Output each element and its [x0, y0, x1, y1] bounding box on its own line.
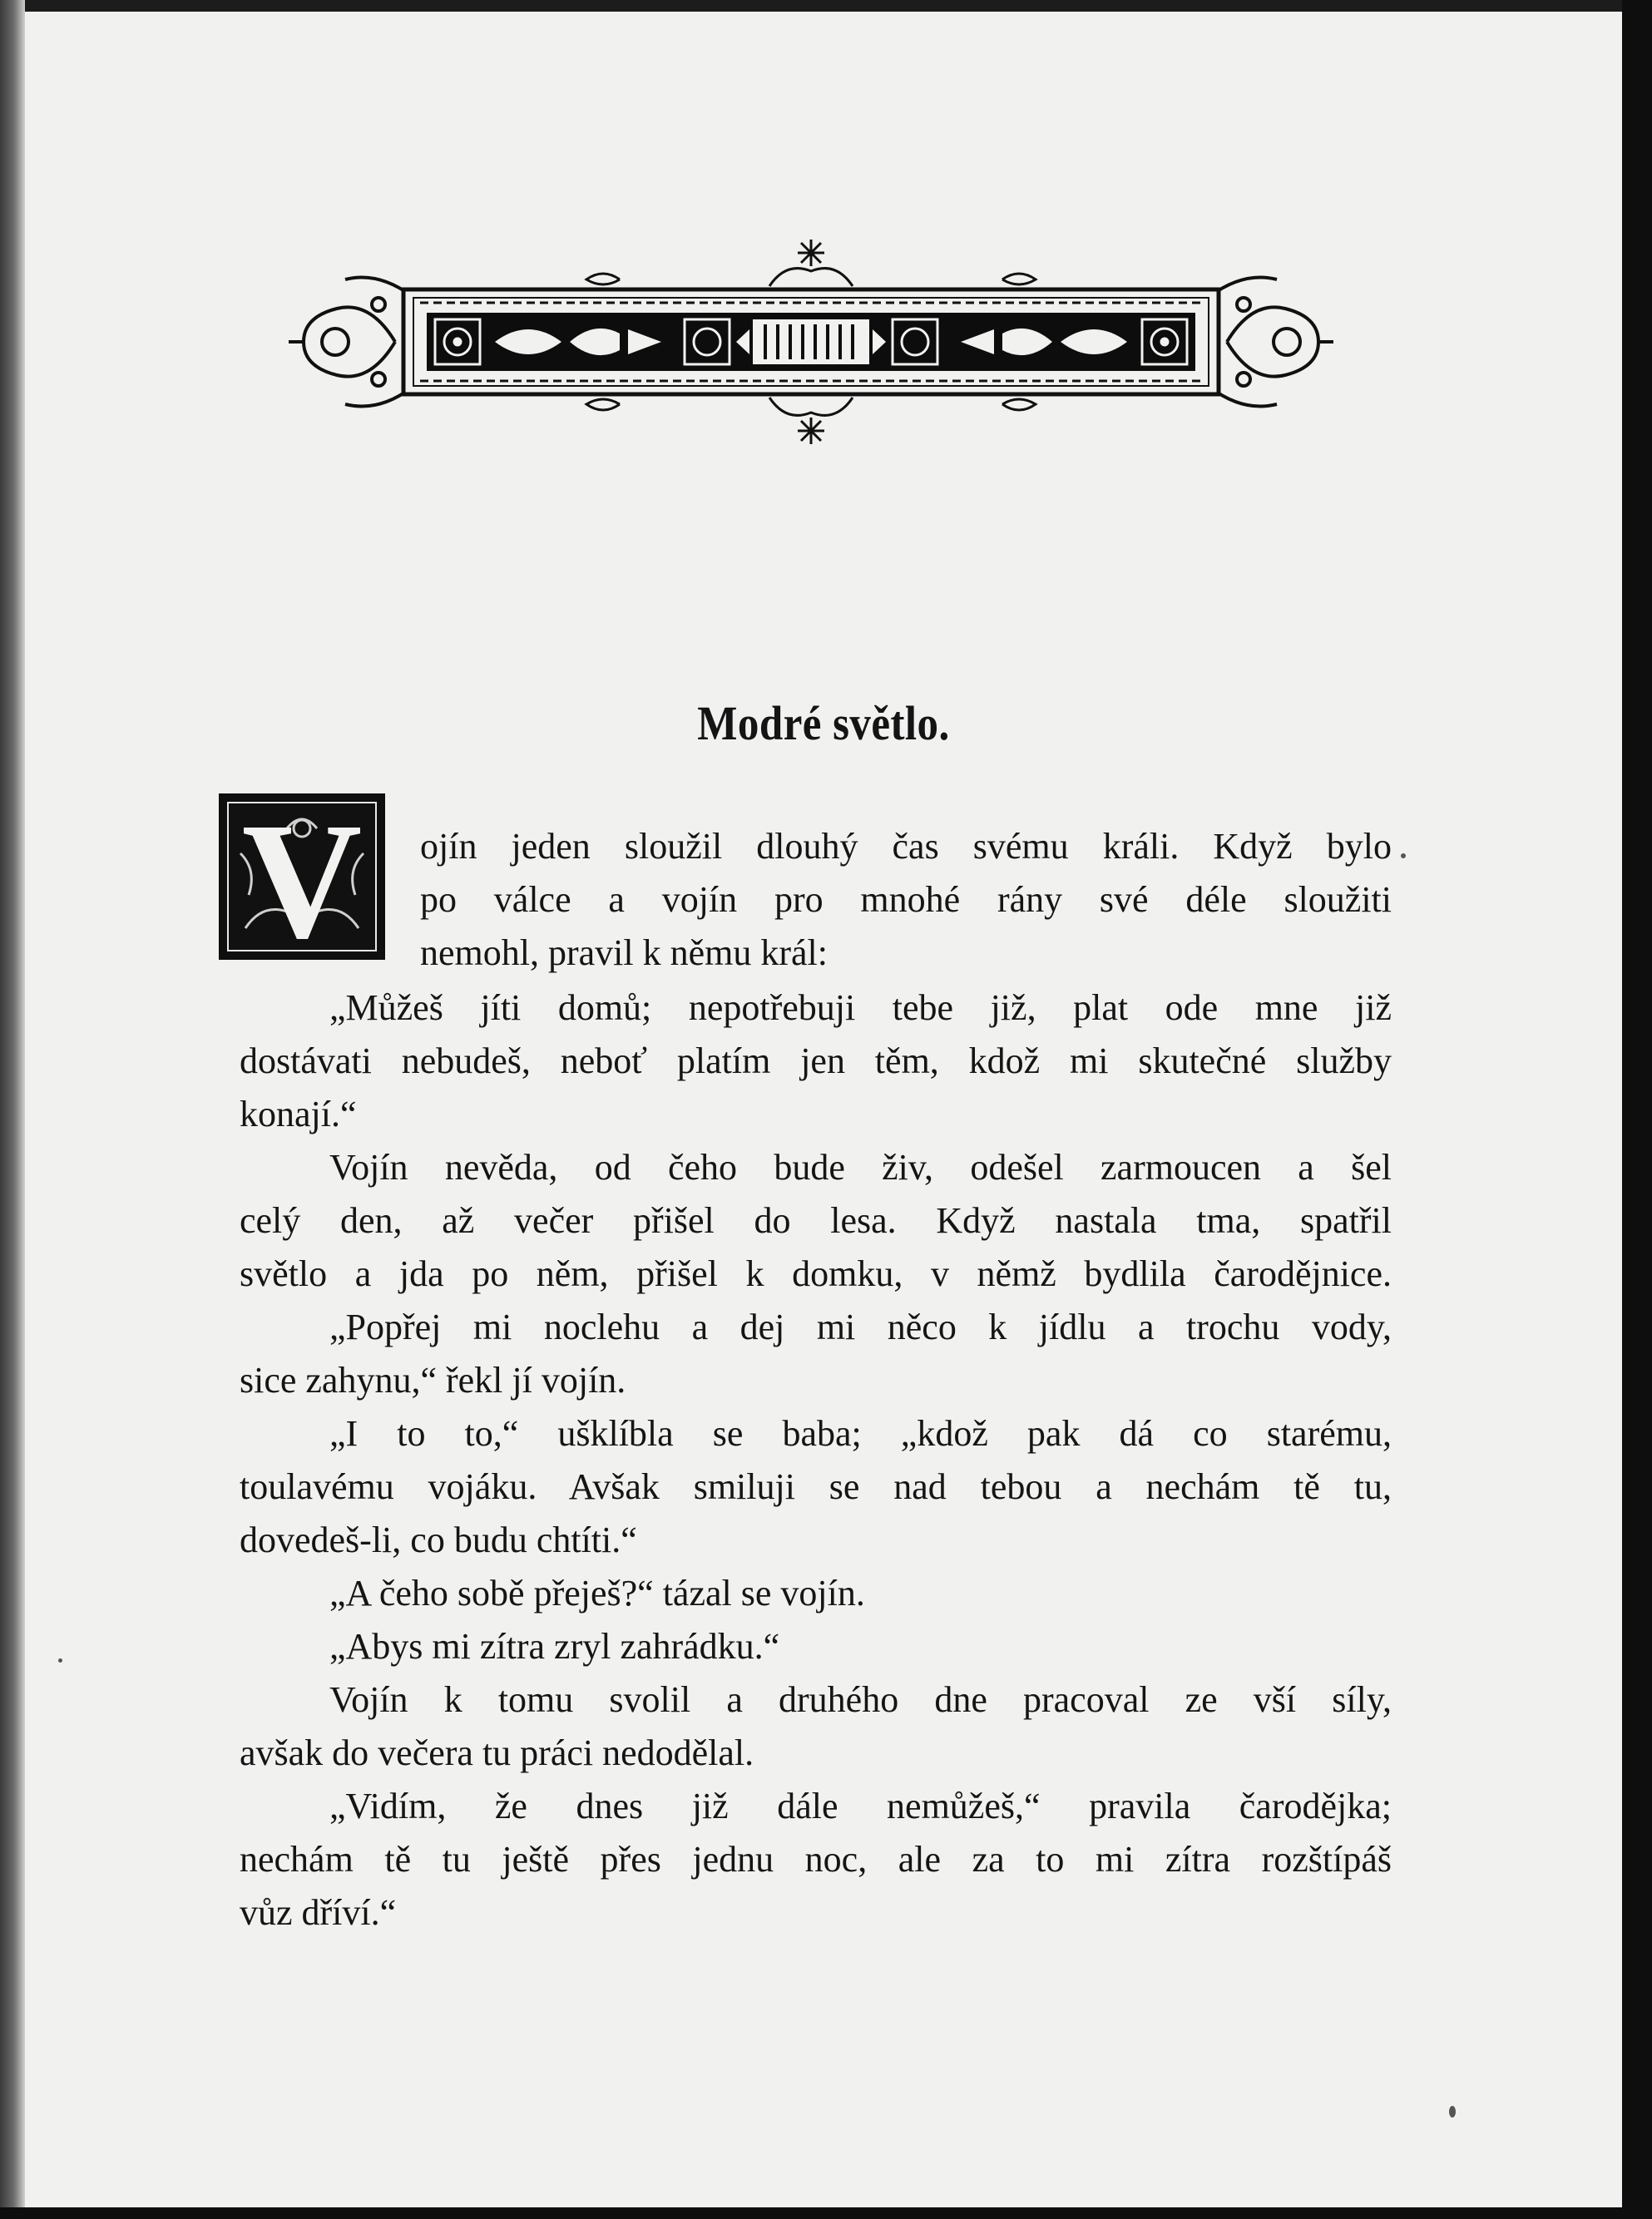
headpiece-ornament [287, 238, 1335, 446]
drop-cap-initial [219, 793, 385, 960]
paper-speck [1449, 2106, 1456, 2118]
text-line: světlo a jda po něm, přišel k domku, v němž bydlila čarodějnice. [240, 1253, 1392, 1294]
page-left-edge [0, 0, 25, 2219]
text-line: nechám tě tu ještě přes jednu noc, ale za to mi zítra rozštípáš [240, 1839, 1392, 1880]
text-line: „Abys mi zítra zryl zahrádku.“ [329, 1626, 780, 1667]
text-line: konají.“ [240, 1094, 357, 1134]
text-line: celý den, až večer přišel do lesa. Když nastala tma, spatřil [240, 1200, 1392, 1241]
story-body [240, 981, 1392, 1940]
text-line: po válce a vojín pro mnohé rány své déle sloužiti [420, 879, 1392, 920]
text-line: „Popřej mi noclehu a dej mi něco k jídlu a trochu vody, [329, 1307, 1392, 1347]
text-line: „Vidím, že dnes již dále nemůžeš,“ pravila čarodějka; [329, 1786, 1392, 1826]
text-line: dostávati nebudeš, neboť platím jen těm, kdož mi skutečné služby [240, 1040, 1392, 1081]
paper-speck [1401, 853, 1406, 858]
drop-cap-letter: V [241, 802, 363, 951]
text-line: avšak do večera tu práci nedodělal. [240, 1732, 754, 1773]
chapter-title: Modré světlo. [697, 696, 950, 750]
text-line: „I to to,“ ušklíbla se baba; „kdož pak dá co starému, [329, 1413, 1392, 1454]
book-page [25, 12, 1622, 2207]
first-paragraph [420, 820, 1392, 980]
text-line: nemohl, pravil k němu král: [420, 932, 828, 973]
text-line: dovedeš-li, co budu chtíti.“ [240, 1520, 637, 1560]
drop-cap-frame [227, 802, 377, 951]
text-line: vůz dříví.“ [240, 1892, 397, 1933]
page-bottom-edge [0, 2207, 1652, 2219]
page-right-edge [1622, 0, 1652, 2219]
paper-speck [58, 1658, 62, 1663]
text-line: ojín jeden sloužil dlouhý čas svému králi. Když bylo [420, 826, 1392, 867]
text-line: „A čeho sobě přeješ?“ tázal se vojín. [329, 1573, 865, 1614]
text-line: „Můžeš jíti domů; nepotřebuji tebe již, plat ode mne již [329, 987, 1392, 1028]
text-line: Vojín nevěda, od čeho bude živ, odešel zarmoucen a šel [329, 1147, 1392, 1188]
text-line: sice zahynu,“ řekl jí vojín. [240, 1360, 626, 1401]
text-line: Vojín k tomu svolil a druhého dne pracoval ze vší síly, [329, 1679, 1392, 1720]
text-line: toulavému vojáku. Avšak smiluji se nad tebou a nechám tě tu, [240, 1466, 1392, 1507]
